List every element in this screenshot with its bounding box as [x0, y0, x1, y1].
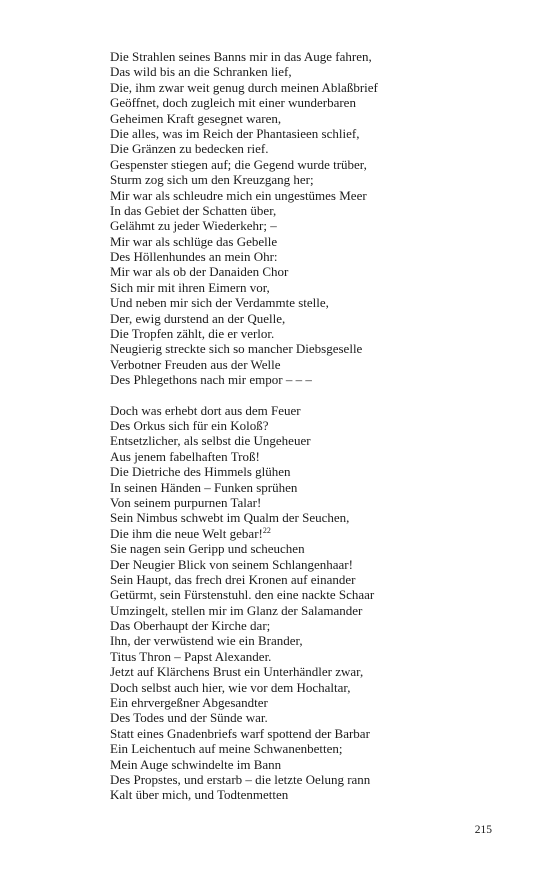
verse-text: Doch selbst auch hier, wie vor dem Hochaltar,	[110, 679, 351, 695]
verse-line	[110, 433, 530, 448]
verse-text: Des Höllenhundes an mein Ohr:	[110, 249, 278, 265]
verse-text: Ihn, der verwüstend wie ein Brander,	[110, 633, 303, 649]
verse-line	[110, 449, 530, 464]
verse-line	[110, 372, 530, 387]
verse-text: Geöffnet, doch zugleich mit einer wunderbaren	[110, 95, 356, 111]
verse-text: Geheimen Kraft gesegnet waren,	[110, 110, 282, 126]
verse-line	[110, 311, 530, 326]
verse-line	[110, 188, 530, 203]
verse-text: In seinen Händen – Funken sprühen	[110, 479, 298, 495]
verse-line	[110, 341, 530, 356]
verse-line	[110, 295, 530, 310]
verse-text: Gespenster stiegen auf; die Gegend wurde trüber,	[110, 156, 367, 172]
verse-line	[110, 664, 530, 679]
verse-line	[110, 618, 530, 633]
verse-line	[110, 172, 530, 187]
verse-text: Sein Haupt, das frech drei Kronen auf einander	[110, 571, 356, 587]
verse-text: Des Propstes, und erstarb – die letzte Oelung rann	[110, 771, 371, 787]
verse-line	[110, 633, 530, 648]
verse-text: Die ihm die neue Welt gebar!	[110, 525, 263, 541]
verse-text: Ein ehrvergeßner Abgesandter	[110, 695, 268, 711]
verse-text: Die Gränzen zu bedecken rief.	[110, 141, 269, 157]
verse-text: Sie nagen sein Geripp und scheuchen	[110, 541, 305, 557]
verse-line	[110, 157, 530, 172]
verse-line	[110, 526, 530, 541]
verse-line	[110, 418, 530, 433]
verse-text: Kalt über mich, und Todtenmetten	[110, 787, 289, 803]
verse-text: Getürmt, sein Fürstenstuhl. den eine nackte Schaar	[110, 587, 375, 603]
verse-line	[110, 464, 530, 479]
verse-text: Von seinem purpurnen Talar!	[110, 494, 262, 510]
verse-text: Umzingelt, stellen mir im Glanz der Salamander	[110, 602, 363, 618]
verse-text: Die Tropfen zählt, die er verlor.	[110, 326, 275, 342]
verse-text: Entsetzlicher, als selbst die Ungeheuer	[110, 433, 311, 449]
verse-text: Aus jenem fabelhaften Troß!	[110, 448, 260, 464]
verse-line	[110, 710, 530, 725]
verse-text: Des Phlegethons nach mir empor – – –	[110, 372, 312, 388]
verse-line	[110, 326, 530, 341]
verse-line	[110, 587, 530, 602]
verse-line	[110, 234, 530, 249]
verse-line	[110, 541, 530, 556]
verse-text: Die, ihm zwar weit genug durch meinen Ablaßbrief	[110, 79, 378, 95]
verse-line	[110, 741, 530, 756]
verse-line	[110, 49, 530, 64]
verse-line	[110, 280, 530, 295]
verse-text: Die Dietriche des Himmels glühen	[110, 464, 291, 480]
verse-line	[110, 218, 530, 233]
verse-text: Ein Leichentuch auf meine Schwanenbetten;	[110, 741, 343, 757]
verse-line	[110, 495, 530, 510]
verse-text: Sein Nimbus schwebt im Qualm der Seuchen,	[110, 510, 350, 526]
verse-text: Neugierig streckte sich so mancher Diebsgeselle	[110, 341, 363, 357]
verse-text: Gelähmt zu jeder Wiederkehr; –	[110, 218, 277, 234]
verse-line	[110, 480, 530, 495]
verse-line	[110, 757, 530, 772]
verse-text: Und neben mir sich der Verdammte stelle,	[110, 295, 329, 311]
verse-text: Der, ewig durstend an der Quelle,	[110, 310, 286, 326]
verse-text: Verbotner Freuden aus der Welle	[110, 356, 281, 372]
verse-line	[110, 95, 530, 110]
verse-line	[110, 695, 530, 710]
verse-line	[110, 680, 530, 695]
verse-line	[110, 126, 530, 141]
verse-text: In das Gebiet der Schatten über,	[110, 202, 277, 218]
verse-line	[110, 80, 530, 95]
verse-line	[110, 726, 530, 741]
verse-text: Die alles, was im Reich der Phantasieen schlief,	[110, 125, 360, 141]
stanza	[110, 403, 530, 803]
verse-text: Sturm zog sich um den Kreuzgang her;	[110, 172, 314, 188]
verse-text: Mir war als schlüge das Gebelle	[110, 233, 278, 249]
verse-text: Sich mir mit ihren Eimern vor,	[110, 279, 270, 295]
verse-line	[110, 264, 530, 279]
verse-text: Statt eines Gnadenbriefs warf spottend der Barbar	[110, 725, 370, 741]
verse-line	[110, 772, 530, 787]
verse-text: Des Todes und der Sünde war.	[110, 710, 268, 726]
verse-text: Die Strahlen seines Banns mir in das Auge fahren,	[110, 49, 372, 64]
stanza	[110, 49, 530, 388]
verse-text: Doch was erhebt dort aus dem Feuer	[110, 402, 301, 418]
verse-line	[110, 249, 530, 264]
verse-line	[110, 141, 530, 156]
page-number: 215	[474, 824, 492, 836]
verse-line	[110, 64, 530, 79]
verse-text: Mir war als ob der Danaiden Chor	[110, 264, 289, 280]
verse-line	[110, 572, 530, 587]
verse-text: Das wild bis an die Schranken lief,	[110, 64, 292, 80]
verse-text: Mir war als schleudre mich ein ungestümes Meer	[110, 187, 367, 203]
verse-text: Der Neugier Blick von seinem Schlangenhaar!	[110, 556, 353, 572]
verse-text: Des Orkus sich für ein Koloß?	[110, 417, 269, 433]
verse-line	[110, 557, 530, 572]
verse-text: Das Oberhaupt der Kirche dar;	[110, 618, 271, 634]
verse-line	[110, 111, 530, 126]
verse-line	[110, 203, 530, 218]
verse-line	[110, 787, 530, 802]
verse-line	[110, 603, 530, 618]
verse-line	[110, 357, 530, 372]
verse-text: Jetzt auf Klärchens Brust ein Unterhändler zwar,	[110, 664, 364, 680]
verse-line	[110, 649, 530, 664]
verse-line	[110, 403, 530, 418]
verse-text: Titus Thron – Papst Alexander.	[110, 648, 272, 664]
verse-line	[110, 510, 530, 525]
poem-body	[110, 49, 530, 803]
footnote-marker[interactable]: 22	[262, 525, 271, 535]
verse-text: Mein Auge schwindelte im Bann	[110, 756, 282, 772]
